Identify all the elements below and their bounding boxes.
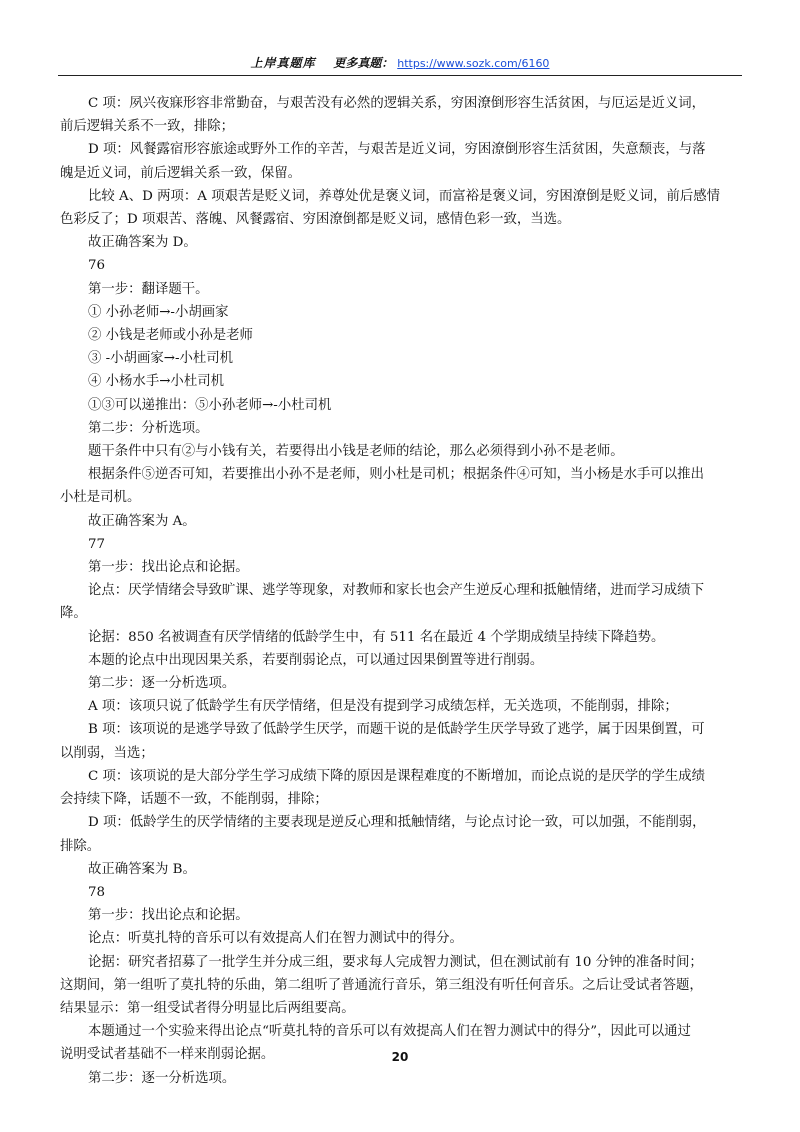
text-line: 第一步：找出论点和论据。 xyxy=(88,560,249,576)
text-line: 第二步：逐一分析选项。 xyxy=(88,1070,236,1086)
text-line: C 项：夙兴夜寐形容非常勤奋，与艰苦没有必然的逻辑关系，穷困潦倒形容生活贫困，与厄运是近义词， xyxy=(88,96,706,111)
text-line: 论点：听莫扎特的音乐可以有效提高人们在智力测试中的得分。 xyxy=(88,931,463,947)
text-line: 第二步：分析选项。 xyxy=(88,420,209,436)
text-line: 第二步：逐一分析选项。 xyxy=(88,676,236,692)
text-line: 76 xyxy=(88,258,106,274)
text-line: B 项：该项说的是逃学导致了低龄学生厌学，而题干说的是低龄学生厌学导致了逃学，属于因果倒置，可 xyxy=(88,722,705,738)
text-line: 77 xyxy=(88,536,106,552)
text-line: D 项：风餐露宿形容旅途或野外工作的辛苦，与艰苦是近义词，穷困潦倒形容生活贫困，失意颓丧，与落 xyxy=(88,142,706,158)
text-line: ③ -小胡画家→-小杜司机 xyxy=(88,351,234,367)
text-line: 故正确答案为 A。 xyxy=(88,513,196,529)
page-header xyxy=(58,55,742,76)
text-line: 本题的论点中出现因果关系，若要削弱论点，可以通过因果倒置等进行削弱。 xyxy=(88,652,544,668)
text-line: 78 xyxy=(88,884,106,900)
text-line: 论据：研究者招募了一批学生并分成三组，要求每人完成智力测试，但在测试前有 10 分钟的准备时间； xyxy=(88,954,703,970)
text-line: A 项：该项只说了低龄学生有厌学情绪，但是没有提到学习成绩怎样，无关选项，不能削弱，排除； xyxy=(88,699,678,715)
text-line: 第一步：翻译题干。 xyxy=(88,281,209,297)
text-line: 会持续下降，话题不一致，不能削弱，排除； xyxy=(60,792,328,808)
text-line: 降。 xyxy=(60,606,87,622)
text-line: 比较 A、D 两项：A 项艰苦是贬义词，养尊处优是褒义词，而富裕是褒义词，穷困潦倒是贬义词，前后感情 xyxy=(88,188,721,204)
text-line: 故正确答案为 D。 xyxy=(88,235,197,251)
text-line: ① 小孙老师→-小胡画家 xyxy=(88,304,229,320)
text-line: 前后逻辑关系不一致，排除； xyxy=(60,119,235,135)
text-line: D 项：低龄学生的厌学情绪的主要表现是逆反心理和抵触情绪，与论点讨论一致，可以加强，不能削弱， xyxy=(88,815,706,831)
text-line: 以削弱，当选； xyxy=(60,745,154,761)
text-line: 色彩反了；D 项艰苦、落魄、风餐露宿、穷困潦倒都是贬义词，感情色彩一致，当选。 xyxy=(60,212,571,228)
text-line: 论点：厌学情绪会导致旷课、逃学等现象，对教师和家长也会产生逆反心理和抵触情绪，进而学习成绩下 xyxy=(88,583,704,599)
text-line: ④ 小杨水手→小杜司机 xyxy=(88,374,224,390)
text-line: 说明受试者基础不一样来削弱论据。 xyxy=(60,1047,275,1063)
text-line: 故正确答案为 B。 xyxy=(88,861,196,877)
source-link[interactable]: https://www.sozk.com/6160 xyxy=(397,57,550,70)
text-line: 排除。 xyxy=(60,838,101,854)
text-line: 第一步：找出论点和论据。 xyxy=(88,908,249,924)
brand-name: 上岸真题库 xyxy=(250,56,316,70)
document-body xyxy=(60,92,738,1090)
text-line: 题干条件中只有②与小钱有关，若要得出小钱是老师的结论，那么必须得到小孙不是老师。 xyxy=(88,444,624,460)
text-line: 魄是近义词，前后逻辑关系一致，保留。 xyxy=(60,165,302,181)
page-number: 20 xyxy=(391,1050,409,1064)
text-line: 论据：850 名被调查有厌学情绪的低龄学生中，有 511 名在最近 4 个学期成绩呈持续下降趋势。 xyxy=(88,629,665,645)
text-line: 小杜是司机。 xyxy=(60,490,141,506)
text-line: ② 小钱是老师或小孙是老师 xyxy=(88,328,253,344)
more-questions-label: 更多真题： xyxy=(333,56,394,70)
text-line: 结果显示：第一组受试者得分明显比后两组要高。 xyxy=(60,1000,355,1016)
text-line: C 项：该项说的是大部分学生学习成绩下降的原因是课程难度的不断增加，而论点说的是厌学的学生成绩 xyxy=(88,768,706,784)
text-line: ①③可以递推出：⑤小孙老师→-小杜司机 xyxy=(88,397,332,413)
text-line: 根据条件⑤逆否可知，若要推出小孙不是老师，则小杜是司机；根据条件④可知，当小杨是水手可以推出 xyxy=(88,467,704,483)
text-line: 本题通过一个实验来得出论点“听莫扎特的音乐可以有效提高人们在智力测试中的得分”，因此可以通过 xyxy=(88,1024,691,1040)
text-line: 这期间，第一组听了莫扎特的乐曲，第二组听了普通流行音乐，第三组没有听任何音乐。之后让受试者答题， xyxy=(60,977,703,993)
